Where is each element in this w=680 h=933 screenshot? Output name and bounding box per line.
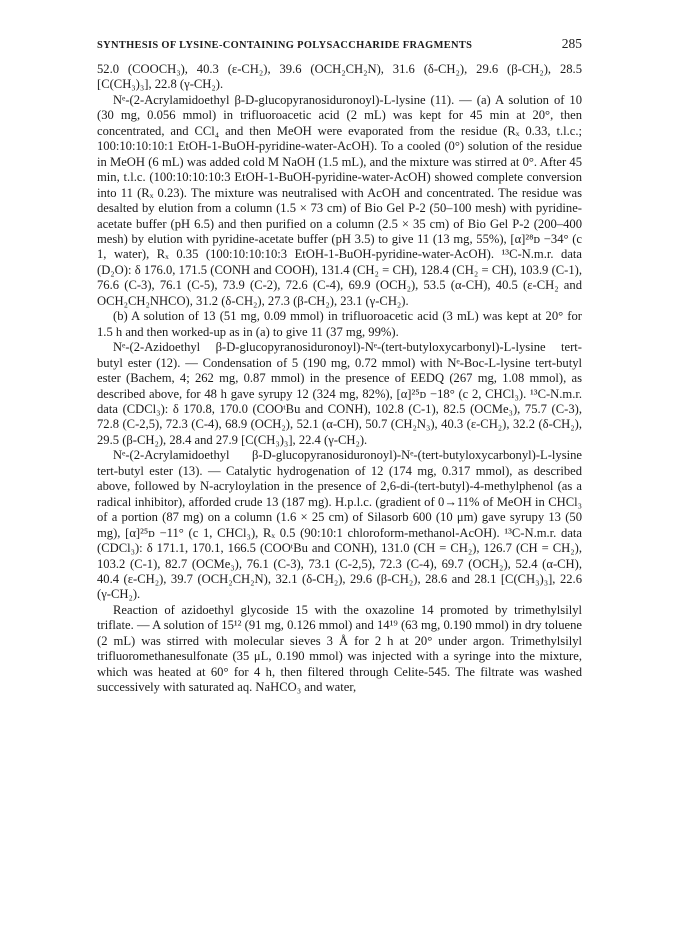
paragraph-compound-13: Nᵉ-(2-Acrylamidoethyl β-D-glucopyranosiduronoyl)-Nᵉ-(tert-butyloxycarbonyl)-L-lysine tert-butyl ester (13). — Catalytic hydrogenation of 12 (174 mg, 0.317 mmol), as described above, followed by N-acryloylation in the presence of 2,6-di-(tert-butyl)-4-methylphenol (as a radical inhibitor), afforded crude 13 (187 mg). H.p.l.c. (gradient of 0→11% of MeOH in CHCl₃ of a portion (87 mg) on a column (1.6 × 25 cm) of Silasorb 600 (10 μm) gave syrupy 13 (50 mg), [α]²⁵ᴅ −11° (c 1, CHCl₃), Rₓ 0.5 (90:10:1 chloroform-methanol-AcOH). ¹³C-N.m.r. data (CDCl₃): δ 171.1, 170.1, 166.5 (COOᵗBu and CONH), 131.0 (CH = CH₂), 126.7 (CH = CH₂), 103.2 (C-1), 82.7 (OCMe₃), 76.1 (C-3), 73.1 (C-2,5), 72.3 (C-4), 69.7 (OCH₂), 52.4 (α-CH), 40.4 (ε-CH₂), 39.7 (OCH₂CH₂N), 32.1 (δ-CH₂), 29.6 (β-CH₂), 28.6 and 28.1 [C(CH₃)₃], 22.6 (γ-CH₂). xyxy=(97,448,582,602)
paragraph-nmr-continuation: 52.0 (COOCH₃), 40.3 (ε-CH₂), 39.6 (OCH₂CH₂N), 31.6 (δ-CH₂), 29.6 (β-CH₂), 28.5 [C(CH₃)₃], 22.8 (γ-CH₂). xyxy=(97,62,582,92)
paragraph-compound-11: Nᵉ-(2-Acrylamidoethyl β-D-glucopyranosiduronoyl)-L-lysine (11). — (a) A solution of 10 (30 mg, 0.056 mmol) in trifluoroacetic acid (2 mL) was kept for 45 min at 20°, then concentrated, and CCl₄ and then MeOH were evaporated from the residue (Rₓ 0.33, t.l.c.; 100:10:10:10:1 EtOH-1-BuOH-pyridine-water-AcOH). To a cooled (0°) solution of the residue in MeOH (6 mL) was added cold M NaOH (1.5 mL), and the mixture was stirred at 0°. After 45 min, t.l.c. (100:10:10:10:3 EtOH-1-BuOH-pyridine-water-AcOH) showed complete conversion into 11 (Rₓ 0.23). The mixture was neutralised with AcOH and concentrated. The residue was desalted by elution from a column (1.5 × 73 cm) of Bio Gel P-2 (50–100 mesh) with pyridine-acetate buffer (pH 6.5) and then purified on a column (2.5 × 35 cm) of Bio Gel P-2 (200–400 mesh) by elution with pyridine-acetate buffer (pH 3.5) to give 11 (13 mg, 55%), [α]²⁸ᴅ −34° (c 1, water), Rₓ 0.35 (100:10:10:10:3 EtOH-1-BuOH-pyridine-water-AcOH). ¹³C-N.m.r. data (D₂O): δ 176.0, 171.5 (CONH and COOH), 131.4 (CH₂ = CH), 128.4 (CH₂ = CH), 103.9 (C-1), 76.6 (C-3), 76.1 (C-5), 73.9 (C-2), 72.6 (C-4), 69.9 (OCH₂), 53.5 (α-CH), 40.5 (ε-CH₂ and OCH₂CH₂NHCO), 31.2 (δ-CH₂), 27.3 (β-CH₂), 23.1 (γ-CH₂). xyxy=(97,92,582,308)
page-header xyxy=(97,36,582,52)
running-head: SYNTHESIS OF LYSINE-CONTAINING POLYSACCHARIDE FRAGMENTS xyxy=(97,40,473,51)
paragraph-compound-12: Nᵉ-(2-Azidoethyl β-D-glucopyranosiduronoyl)-Nᵉ-(tert-butyloxycarbonyl)-L-lysine tert-butyl ester (12). — Condensation of 5 (190 mg, 0.72 mmol) with Nᵉ-Boc-L-lysine tert-butyl ester (Bachem, 4; 262 mg, 0.87 mmol) in the presence of EEDQ (267 mg, 1.08 mmol), as described above, for 48 h gave syrupy 12 (324 mg, 82%), [α]²⁵ᴅ −18° (c 2, CHCl₃). ¹³C-N.m.r. data (CDCl₃): δ 170.8, 170.0 (COOᵗBu and CONH), 102.8 (C-1), 82.5 (OCMe₃), 75.7 (C-3), 72.8 (C-2,5), 72.3 (C-4), 68.9 (OCH₂), 52.1 (α-CH), 50.7 (CH₂N₃), 40.3 (ε-CH₂), 32.2 (δ-CH₂), 29.5 (β-CH₂), 28.4 and 27.9 [C(CH₃)₃], 22.4 (γ-CH₂). xyxy=(97,340,582,447)
paragraph-compound-11-method-b: (b) A solution of 13 (51 mg, 0.09 mmol) in trifluoroacetic acid (3 mL) was kept at 20° for 1.5 h and then worked-up as in (a) to give 11 (37 mg, 99%). xyxy=(97,309,582,339)
page-number: 285 xyxy=(561,36,582,51)
article-body xyxy=(97,62,582,696)
paragraph-glycosylation-reaction: Reaction of azidoethyl glycoside 15 with the oxazoline 14 promoted by trimethylsilyl triflate. — A solution of 15¹² (91 mg, 0.126 mmol) and 14¹⁹ (63 mg, 0.190 mmol) in dry toluene (2 mL) was stirred with molecular sieves 3 Å for 2 h at 20° under argon. Trimethylsilyl trifluoromethanesulfonate (35 μL, 0.190 mmol) was injected with a syringe into the mixture, which was heated at 60° for 4 h, then filtered through Celite-545. The filtrate was washed successively with saturated aq. NaHCO₃ and water, xyxy=(97,602,582,695)
